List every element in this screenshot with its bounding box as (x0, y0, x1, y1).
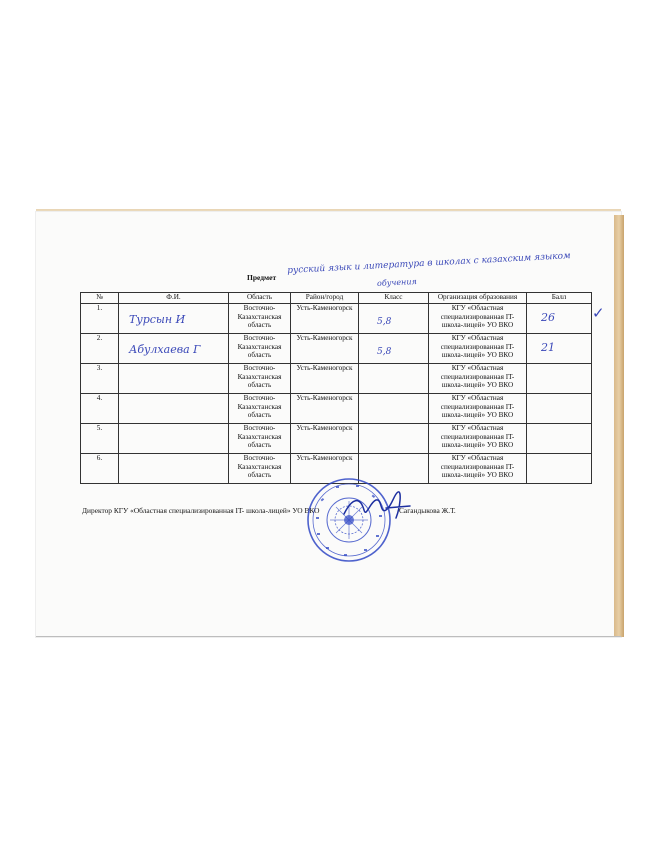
grade-cell (359, 364, 429, 394)
name-cell (119, 304, 229, 334)
score-cell (527, 334, 592, 364)
header-score: Балл (527, 293, 592, 304)
score-handwritten: 21 (541, 341, 555, 354)
score-cell (527, 394, 592, 424)
city-cell: Усть-Каменогорск (291, 454, 359, 484)
region-cell: Восточно-Казахстанская область (229, 334, 291, 364)
background-top (0, 0, 657, 212)
row-number: 4. (81, 394, 119, 424)
org-cell: КГУ «Областная специализированная IT-школа-лицей» УО ВКО (429, 304, 527, 334)
city-cell: Усть-Каменогорск (291, 334, 359, 364)
header-num: № (81, 293, 119, 304)
city-cell: Усть-Каменогорск (291, 394, 359, 424)
org-cell: КГУ «Областная специализированная IT-школа-лицей» УО ВКО (429, 364, 527, 394)
grade-cell (359, 304, 429, 334)
table-row (81, 334, 592, 364)
region-cell: Восточно-Казахстанская область (229, 424, 291, 454)
score-handwritten: 26 (541, 311, 555, 324)
subject-handwritten: русский язык и литература в школах с казахским языком (287, 251, 571, 276)
name-cell (119, 394, 229, 424)
name-cell (119, 454, 229, 484)
region-cell: Восточно-Казахстанская область (229, 394, 291, 424)
header-region: Область (229, 293, 291, 304)
name-cell (119, 364, 229, 394)
city-cell: Усть-Каменогорск (291, 304, 359, 334)
checkmark-icon: ✓ (592, 304, 605, 322)
score-cell (527, 424, 592, 454)
city-cell: Усть-Каменогорск (291, 424, 359, 454)
row-number: 2. (81, 334, 119, 364)
subject-handwritten-cont: обучения (376, 276, 417, 289)
region-cell: Восточно-Казахстанская область (229, 364, 291, 394)
director-line: Директор КГУ «Областная специализированная IT- школа-лицей» УО ВКО (82, 506, 320, 515)
row-number: 3. (81, 364, 119, 394)
score-cell (527, 454, 592, 484)
org-cell: КГУ «Областная специализированная IT-школа-лицей» УО ВКО (429, 454, 527, 484)
header-grade: Класс (359, 293, 429, 304)
table-header-row (81, 293, 592, 304)
row-number: 6. (81, 454, 119, 484)
results-table (80, 292, 592, 484)
wood-edge (614, 215, 624, 637)
score-cell (527, 304, 592, 334)
grade-cell (359, 424, 429, 454)
name-cell (119, 334, 229, 364)
header-city: Район/город (291, 293, 359, 304)
org-cell: КГУ «Областная специализированная IT-школа-лицей» УО ВКО (429, 394, 527, 424)
score-cell (527, 364, 592, 394)
region-cell: Восточно-Казахстанская область (229, 304, 291, 334)
row-number: 5. (81, 424, 119, 454)
name-handwritten: Турсын И (129, 313, 186, 326)
city-cell: Усть-Каменогорск (291, 364, 359, 394)
table-row (81, 424, 592, 454)
org-cell: КГУ «Областная специализированная IT-школа-лицей» УО ВКО (429, 334, 527, 364)
header-org: Организация образования (429, 293, 527, 304)
header-name: Ф.И. (119, 293, 229, 304)
handwritten-signature-icon (340, 488, 412, 524)
grade-handwritten: 5,8 (377, 317, 392, 327)
name-cell (119, 424, 229, 454)
table-row (81, 364, 592, 394)
region-cell: Восточно-Казахстанская область (229, 454, 291, 484)
row-number: 1. (81, 304, 119, 334)
name-handwritten: Абулхаева Г (129, 343, 201, 356)
table-row (81, 394, 592, 424)
grade-cell (359, 394, 429, 424)
signer-name: Сагандыкова Ж.Т. (399, 506, 456, 515)
subject-label: Предмет (247, 273, 277, 282)
table-row (81, 304, 592, 334)
grade-handwritten: 5,8 (377, 347, 392, 357)
grade-cell (359, 334, 429, 364)
paper-bottom-edge (36, 636, 621, 637)
org-cell: КГУ «Областная специализированная IT-школа-лицей» УО ВКО (429, 424, 527, 454)
